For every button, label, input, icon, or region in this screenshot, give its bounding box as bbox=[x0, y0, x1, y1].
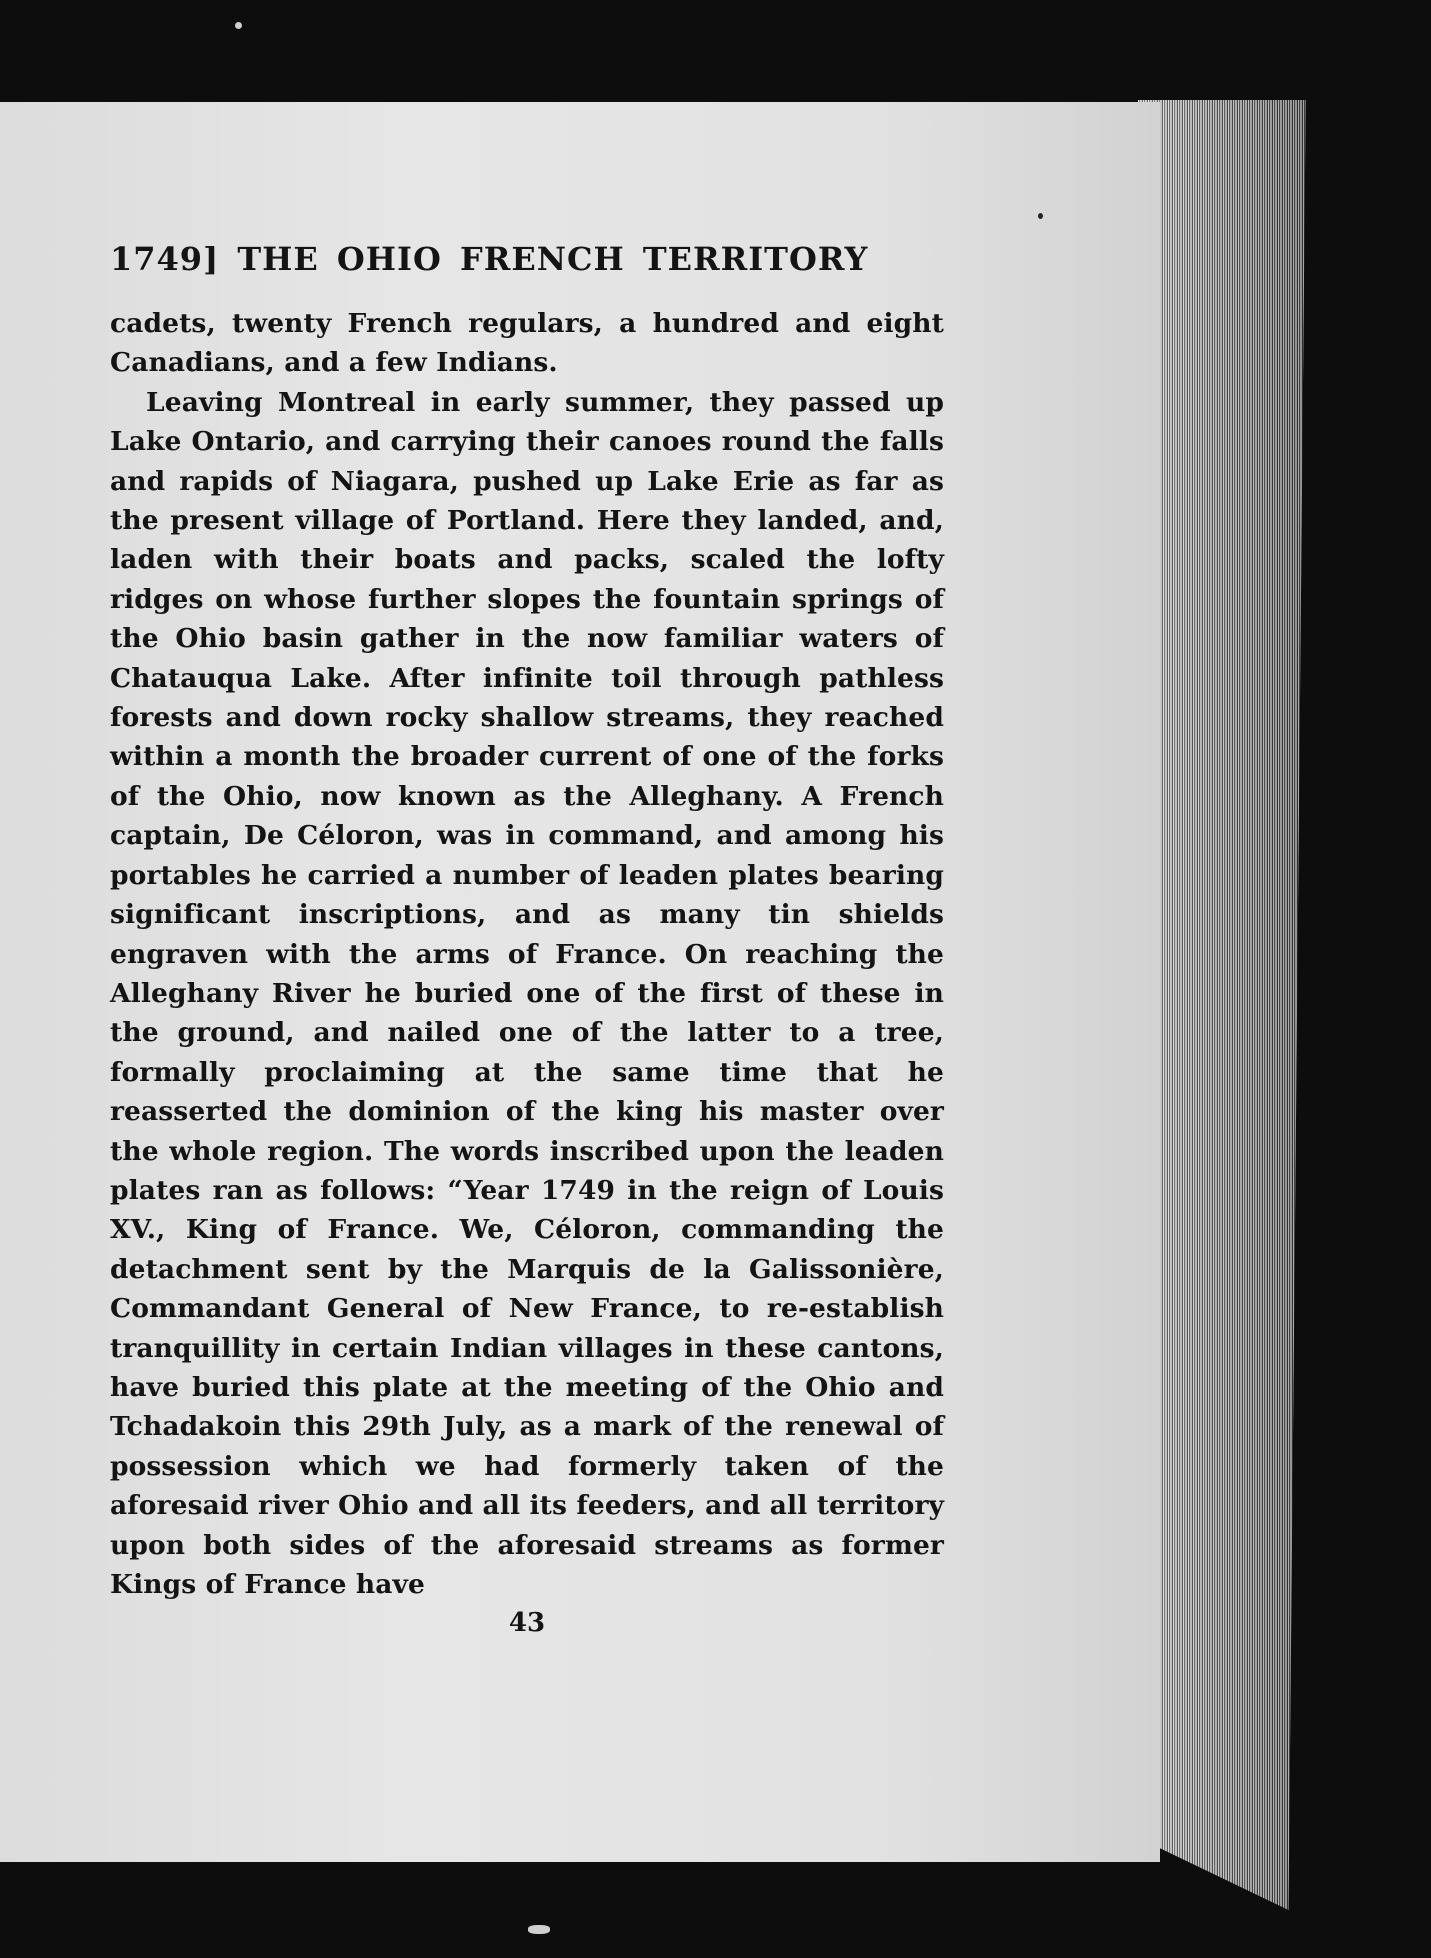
running-head-title: THE OHIO FRENCH TERRITORY bbox=[237, 240, 869, 278]
page-edges-decoration bbox=[1138, 100, 1353, 1910]
paragraph: Leaving Montreal in early summer, they passed up Lake Ontario, and carrying their canoes round the falls and rapids of Niagara, pushed up Lake Erie as far as the present village of Portland. Here they landed, and, laden with their boats and packs, scaled the lofty ridges on whose further slopes the fountain springs of the Ohio basin gather in the now familiar waters of Chatauqua Lake. After infinite toil through pathless forests and down rocky shallow streams, they reached within a month the broader current of one of the forks of the Ohio, now known as the Alleghany. A French captain, De Céloron, was in command, and among his portables he carried a number of leaden plates bearing significant inscriptions, and as many tin shields engraven with the arms of France. On reaching the Alleghany River he buried one of the first of these in the ground, and nailed one of the latter to a tree, formally proclaiming at the same time that he reasserted the dominion of the king his master over the whole region. The words inscribed upon the leaden plates ran as follows: “Year 1749 in the reign of Louis XV., King of France. We, Céloron, commanding the detachment sent by the Marquis de la Galissonière, Commandant General of New France, to re-establish tranquillity in certain Indian villages in these cantons, have buried this plate at the meeting of the Ohio and Tchadakoin this 29th July, as a mark of the renewal of possession which we had formerly taken of the aforesaid river Ohio and all its feeders, and all territory upon both sides of the aforesaid streams as former Kings of France have bbox=[110, 386, 944, 1600]
running-head-year: 1749] bbox=[110, 240, 220, 278]
dust-speck bbox=[528, 1925, 550, 1934]
page-text bbox=[110, 240, 944, 1638]
page-number: 43 bbox=[508, 1608, 546, 1639]
body-text bbox=[110, 304, 944, 1604]
paragraph: cadets, twenty French regulars, a hundred and eight Canadians, and a few Indians. bbox=[110, 308, 944, 379]
dust-speck bbox=[235, 22, 242, 29]
dust-speck bbox=[1038, 213, 1043, 219]
running-head bbox=[110, 240, 944, 278]
